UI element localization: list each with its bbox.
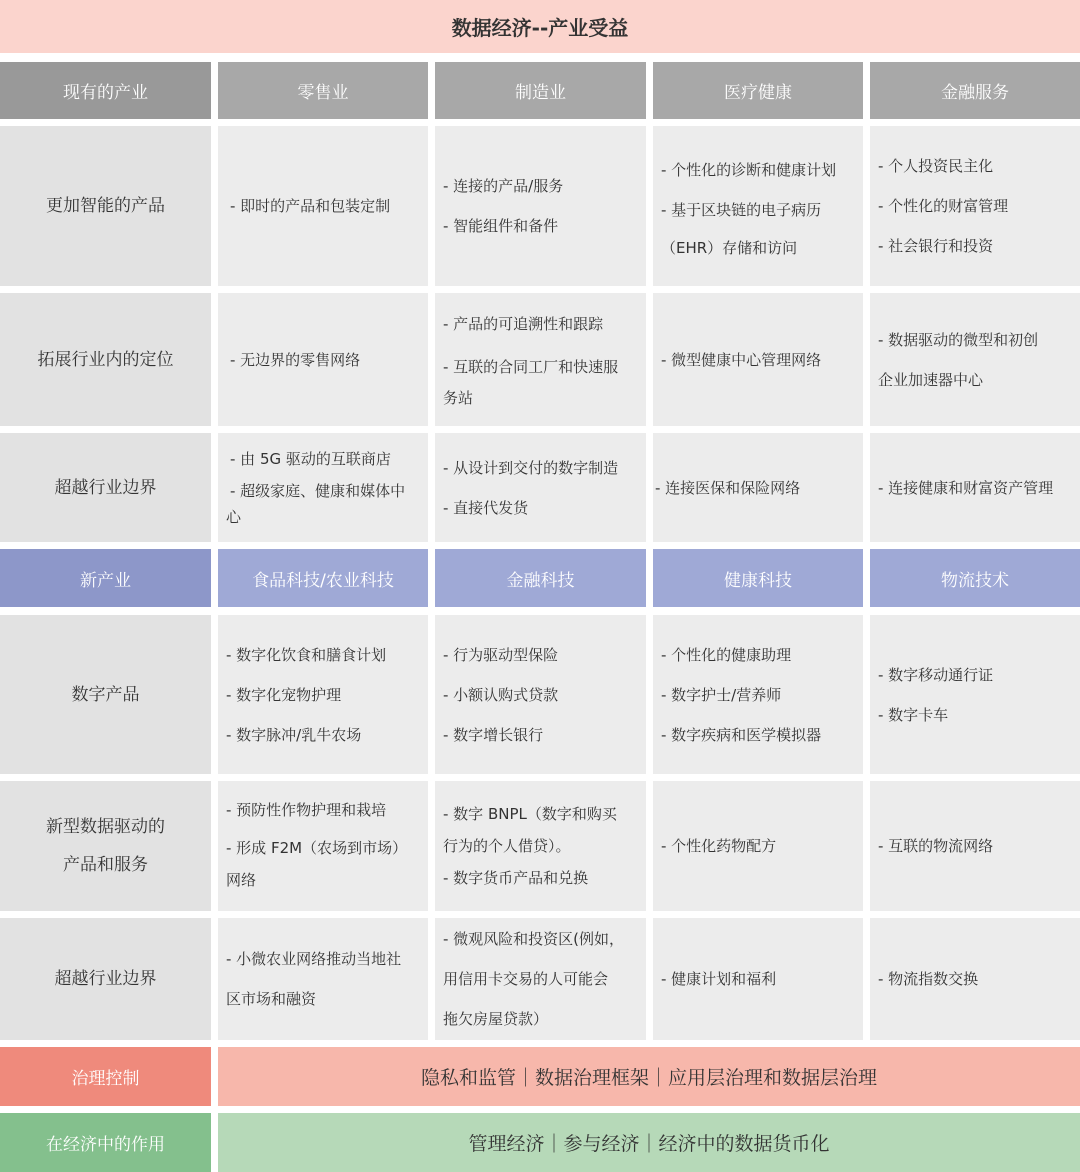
list-item: - 健康计划和福利 bbox=[661, 970, 777, 988]
list-item: - 微观风险和投资区(例如， bbox=[443, 930, 625, 948]
list-item: - 连接健康和财富资产管理 bbox=[878, 478, 1054, 497]
list-item: （EHR）存储和访问 bbox=[661, 239, 798, 257]
row-label-beyond-boundaries: 超越行业边界 bbox=[0, 433, 211, 542]
list-item: - 数字化饮食和膳食计划 bbox=[226, 645, 387, 664]
new-r1-logistics bbox=[870, 615, 1080, 774]
row-label-new-beyond-boundaries: 超越行业边界 bbox=[0, 918, 211, 1040]
list-item: - 预防性作物护理和栽培 bbox=[226, 801, 387, 819]
existing-r2-finance bbox=[870, 293, 1080, 426]
list-item: - 数字脉冲/乳牛农场 bbox=[226, 725, 362, 744]
new-r3-fintech bbox=[435, 918, 646, 1040]
existing-r3-retail bbox=[218, 433, 428, 542]
governance-text: 隐私和监管｜数据治理框架｜应用层治理和数据层治理 bbox=[218, 1047, 1080, 1106]
list-item: - 行为驱动型保险 bbox=[443, 645, 559, 664]
row-label-smarter-products: 更加智能的产品 bbox=[0, 126, 211, 286]
role-label: 在经济中的作用 bbox=[0, 1113, 211, 1172]
list-item: - 数字疾病和医学模拟器 bbox=[661, 725, 822, 744]
existing-column-manufacturing: 制造业 bbox=[435, 62, 646, 119]
existing-r1-finance bbox=[870, 126, 1080, 286]
list-item: - 互联的物流网络 bbox=[878, 837, 994, 855]
row-label-data-driven-products bbox=[0, 781, 211, 911]
list-item: 行为的个人借贷）。 bbox=[443, 837, 571, 855]
role-text: 管理经济｜参与经济｜经济中的数据货币化 bbox=[218, 1113, 1080, 1172]
list-item: 拖欠房屋贷款） bbox=[443, 1010, 549, 1028]
row-label-expand-positioning: 拓展行业内的定位 bbox=[0, 293, 211, 426]
new-r1-fintech bbox=[435, 615, 646, 774]
existing-column-healthcare: 医疗健康 bbox=[653, 62, 863, 119]
new-column-logistics: 物流技术 bbox=[870, 549, 1080, 607]
existing-r3-finance bbox=[870, 433, 1080, 542]
new-r1-foodtech bbox=[218, 615, 428, 774]
list-item: - 由 5G 驱动的互联商店 bbox=[230, 450, 391, 468]
list-item: - 个性化的健康助理 bbox=[661, 645, 792, 664]
new-r2-foodtech bbox=[218, 781, 428, 911]
row-label-line: 产品和服务 bbox=[63, 855, 148, 875]
row-label-digital-products: 数字产品 bbox=[0, 615, 211, 774]
existing-r2-retail bbox=[218, 293, 428, 426]
list-item: - 数据驱动的微型和初创 bbox=[878, 330, 1039, 349]
list-item: 务站 bbox=[443, 388, 474, 407]
row-label-line: 新型数据驱动的 bbox=[46, 817, 165, 837]
new-r2-fintech bbox=[435, 781, 646, 911]
list-item: - 超级家庭、健康和媒体中 bbox=[230, 482, 406, 500]
list-item: - 个性化的诊断和健康计划 bbox=[661, 161, 837, 179]
list-item: - 个性化药物配方 bbox=[661, 837, 777, 855]
existing-header-label: 现有的产业 bbox=[0, 62, 211, 119]
list-item: - 互联的合同工厂和快速服 bbox=[443, 357, 619, 376]
list-item: 用信用卡交易的人可能会 bbox=[443, 970, 609, 988]
governance-label: 治理控制 bbox=[0, 1047, 211, 1106]
list-item: - 小微农业网络推动当地社 bbox=[226, 950, 402, 968]
list-item: - 从设计到交付的数字制造 bbox=[443, 458, 619, 477]
existing-r2-healthcare bbox=[653, 293, 863, 426]
new-r3-foodtech bbox=[218, 918, 428, 1040]
existing-r3-manufacturing bbox=[435, 433, 646, 542]
new-r3-healthtech bbox=[653, 918, 863, 1040]
list-item: - 个人投资民主化 bbox=[878, 157, 994, 175]
list-item: - 连接医保和保险网络 bbox=[655, 478, 801, 497]
list-item: 网络 bbox=[226, 871, 257, 889]
new-r1-healthtech bbox=[653, 615, 863, 774]
existing-column-finance: 金融服务 bbox=[870, 62, 1080, 119]
list-item: - 形成 F2M（农场到市场） bbox=[226, 839, 408, 857]
list-item: - 数字卡车 bbox=[878, 705, 949, 724]
list-item: - 微型健康中心管理网络 bbox=[661, 350, 822, 369]
existing-r1-retail bbox=[218, 126, 428, 286]
existing-r1-manufacturing bbox=[435, 126, 646, 286]
list-item: - 无边界的零售网络 bbox=[230, 350, 361, 369]
list-item: - 小额认购式贷款 bbox=[443, 685, 559, 704]
list-item: - 即时的产品和包装定制 bbox=[230, 197, 391, 215]
new-r2-healthtech bbox=[653, 781, 863, 911]
list-item: - 物流指数交换 bbox=[878, 970, 979, 988]
list-item: - 产品的可追溯性和跟踪 bbox=[443, 314, 604, 333]
list-item: - 数字移动通行证 bbox=[878, 665, 994, 684]
new-column-fintech: 金融科技 bbox=[435, 549, 646, 607]
page-title: 数据经济--产业受益 bbox=[0, 0, 1080, 53]
new-r3-logistics bbox=[870, 918, 1080, 1040]
new-r2-logistics bbox=[870, 781, 1080, 911]
new-column-foodtech: 食品科技/农业科技 bbox=[218, 549, 428, 607]
list-item: - 社会银行和投资 bbox=[878, 237, 994, 255]
new-column-healthtech: 健康科技 bbox=[653, 549, 863, 607]
list-item: - 数字 BNPL（数字和购买 bbox=[443, 805, 617, 823]
list-item: - 数字化宠物护理 bbox=[226, 685, 342, 704]
list-item: - 数字护士/营养师 bbox=[661, 685, 782, 704]
list-item: - 连接的产品/服务 bbox=[443, 177, 564, 195]
existing-r1-healthcare bbox=[653, 126, 863, 286]
list-item: - 数字增长银行 bbox=[443, 725, 544, 744]
existing-r3-healthcare bbox=[653, 433, 863, 542]
new-header-label: 新产业 bbox=[0, 549, 211, 607]
list-item: - 智能组件和备件 bbox=[443, 217, 559, 235]
list-item: 区市场和融资 bbox=[226, 990, 317, 1008]
list-item: 心 bbox=[226, 508, 242, 526]
existing-column-retail: 零售业 bbox=[218, 62, 428, 119]
list-item: - 个性化的财富管理 bbox=[878, 197, 1009, 215]
existing-r2-manufacturing bbox=[435, 293, 646, 426]
list-item: 企业加速器中心 bbox=[878, 370, 984, 389]
list-item: - 数字货币产品和兑换 bbox=[443, 869, 589, 887]
list-item: - 直接代发货 bbox=[443, 498, 529, 517]
list-item: - 基于区块链的电子病历 bbox=[661, 201, 822, 219]
